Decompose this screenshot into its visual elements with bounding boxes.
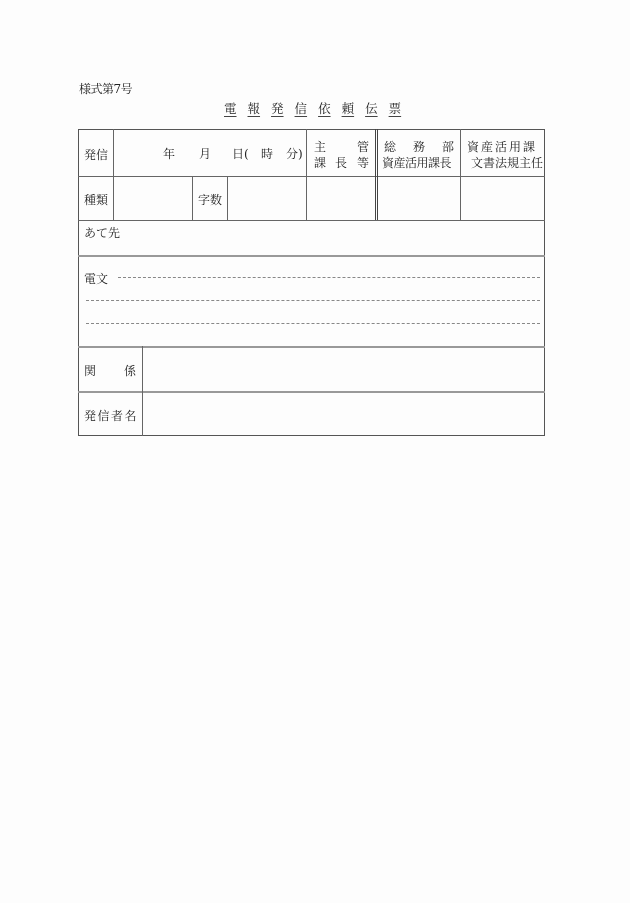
title-spacer — [260, 101, 271, 116]
col-divider-type-value — [192, 176, 193, 220]
type-field[interactable] — [114, 177, 192, 220]
approver2-line1-a: 総 — [384, 140, 397, 154]
hour-label: 時 — [261, 147, 274, 161]
form-number: 様式第7号 — [79, 82, 133, 96]
recipient-field[interactable] — [79, 221, 545, 255]
related-label-left: 関 — [84, 364, 97, 378]
title-char: 伝 — [365, 101, 378, 116]
approver3-line1: 資産活用課 — [467, 140, 538, 154]
day-label: 日( — [232, 147, 249, 161]
message-line-2 — [86, 300, 540, 301]
minute-label: 分) — [286, 147, 303, 161]
message-line-1 — [118, 277, 540, 278]
approver-head-supervisor — [307, 130, 375, 176]
approver-head-general-affairs — [378, 130, 460, 176]
title-char: 信 — [294, 101, 308, 116]
char-count-label: 字数 — [198, 193, 223, 207]
approver-stamp-asset-section[interactable] — [461, 177, 545, 220]
sender-label: 発信者名 — [84, 409, 139, 423]
message-line-3 — [86, 323, 540, 324]
title-spacer — [378, 101, 389, 116]
approver-head-asset-section — [461, 130, 545, 176]
approver1-line2-b: 長 — [335, 156, 348, 170]
approver2-line1-b: 務 — [413, 140, 426, 154]
approver3-line2: 文書法規主任 — [471, 156, 544, 170]
year-label: 年 — [163, 147, 176, 161]
related-label-right: 係 — [124, 364, 137, 378]
title-spacer — [237, 101, 248, 116]
type-label: 種類 — [84, 193, 109, 207]
title-spacer — [331, 101, 342, 116]
approver1-line1-a: 主 — [314, 140, 327, 154]
title-char: 票 — [388, 101, 402, 116]
title-char: 頼 — [341, 101, 355, 116]
title-char: 発 — [271, 101, 284, 116]
approver2-line1-c: 部 — [442, 140, 455, 154]
title-spacer — [307, 101, 318, 116]
recipient-label: あて先 — [84, 226, 121, 240]
title-char: 報 — [247, 101, 261, 116]
approver1-line2-c: 等 — [357, 156, 370, 170]
approver-stamp-general-affairs[interactable] — [378, 177, 460, 220]
hasshin-label: 発信 — [84, 148, 109, 162]
title-spacer — [354, 101, 365, 116]
message-field[interactable] — [79, 257, 545, 346]
message-label: 電文 — [84, 272, 109, 286]
title-char: 電 — [224, 101, 237, 116]
form-title — [224, 99, 401, 117]
approver2-line2: 資産活用課長 — [382, 156, 452, 170]
hasshin-datetime-field[interactable] — [114, 130, 305, 176]
char-count-field[interactable] — [228, 177, 306, 220]
col-divider-approver-2a — [375, 129, 376, 220]
approver1-line1-b: 管 — [357, 140, 370, 154]
title-spacer — [284, 101, 295, 116]
title-char: 依 — [318, 101, 331, 116]
approver1-line2-a: 課 — [314, 156, 327, 170]
related-field[interactable] — [143, 348, 545, 391]
approver-stamp-supervisor[interactable] — [307, 177, 375, 220]
month-label: 月 — [199, 147, 212, 161]
sender-name-field[interactable] — [143, 393, 545, 436]
